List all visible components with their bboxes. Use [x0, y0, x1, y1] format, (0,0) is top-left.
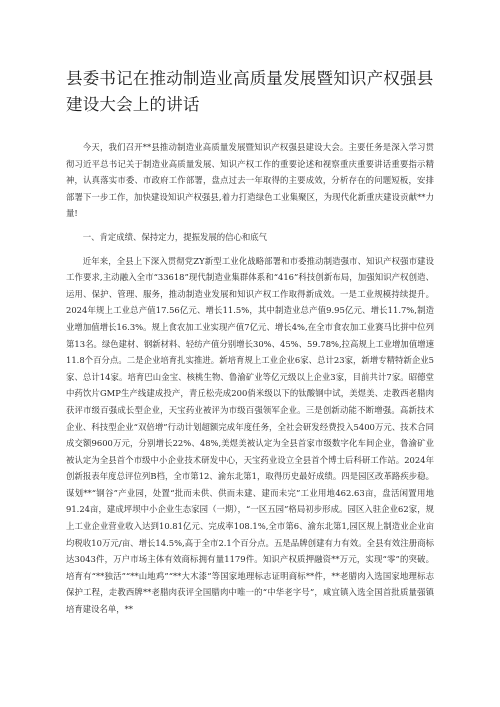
document-body — [66, 139, 434, 618]
section-1-paragraph: 近年来，全县上下深入贯彻党ZY新型工业化战略部署和市委推动制造强市、知识产权强市建设工作要求,主动融入全市“33618”现代制造业集群体系和“416”科技创新布局，加强知识产权创造、运用、保护、管理、服务，推动制造业发展和知识产权工作取得新成效。一是工业规模持续提升。2024年规上工业总产值17.56亿元、增长11.5%，其中制造业总产值9.95亿元、增长11.7%,制造业增加值增长16.3%。规上食农加工业实现产值7亿元、增长4%,在全市食农加工业赛马比拼中位列第13名。绿色建材、钢新材料、轻纺产值分别增长30%、45%、59.78%,拉高规上工业增加值增速11.8个百分点。二是企业培育扎实推进。新培育规上工业企业6家、总计23家，新增专精特新企业5家、总计14家。培育巴山金宝、核桃生物、鲁渝矿业等亿元级以上企业3家，目前共计7家。昭德堂中药饮片GMP生产线建成投产，青丘松壳成200俏米级以下的钛酸钢中试，美煜美、走教西老腊肉获评市级百强成长型企业，天宝药业被评为市级百强领军企业。三是创新动能不断增强。高新技术企业、科技型企业“双倍增”行动计划超额完成年度任务，全社会研发经费投入5400万元、技术合同成交额9600万元，分别增长22%、48%,美煜美被认定为全县首家市级数字化车间企业，鲁渝矿业被认定为全县首个市级中小企业技术研发中心，天宝药业设立全县首个博士后科研工作站。2024年创新报表年度总评位列B档，全市第12、渝东北第1，取得历史最好成绩。四是园区改革路疾步稳。谋划**“钢谷”产业园，处置“批而未供、供而未建、建而未完”工业用地462.63亩，盘活闲置用地91.24亩，建成坪坝中小企业生态家园（一期），“一区五园”格局初步形成。园区入驻企业62家，规上工业企业营业收入达到10.81亿元、完成率108.1%,全市第6、渝东北第1,园区规上制造业企业亩均税收10万元/亩、增长14.5%,高于全市2.1个百分点。五是品牌创建有力有效。全县有效注册商标达3043件，万户市场主体有效商标拥有量1179件。知识产权质押融资**万元，实现“零”的突破。培育有“**独活”“**山地鸡”“**大木漆”等国家地理标志证明商标**件，**老腊肉入选国家地理标志保护工程，走教西牌**老腊肉获评全国腊肉中唯一的“中华老字号”，咸宜镇入选全国首批质量强镇培育建设名单，** — [66, 255, 434, 615]
section-1-heading: 一、肯定成绩、保持定力，提振发展的信心和底气 — [82, 231, 268, 242]
intro-paragraph: 今天，我们召开**县推动制造业高质量发展暨知识产权强县建设大会。主要任务是深入学习贯彻习近平总书记关于制造业高质量发展、知识产权工作的重要论述和视察重庆重要讲话重要指示精神，认真落实市委、市政府工作部署，盘点过去一年取得的主要成效，分析存在的问题短板，安排部署下一步工作，加快建设知识产权强县,着力打造绿色工业集聚区，为现代化新重庆建设贡献**力量! — [66, 142, 434, 219]
document-title: 县委书记在推动制造业高质量发展暨知识产权强县建设大会上的讲话 — [66, 69, 434, 114]
